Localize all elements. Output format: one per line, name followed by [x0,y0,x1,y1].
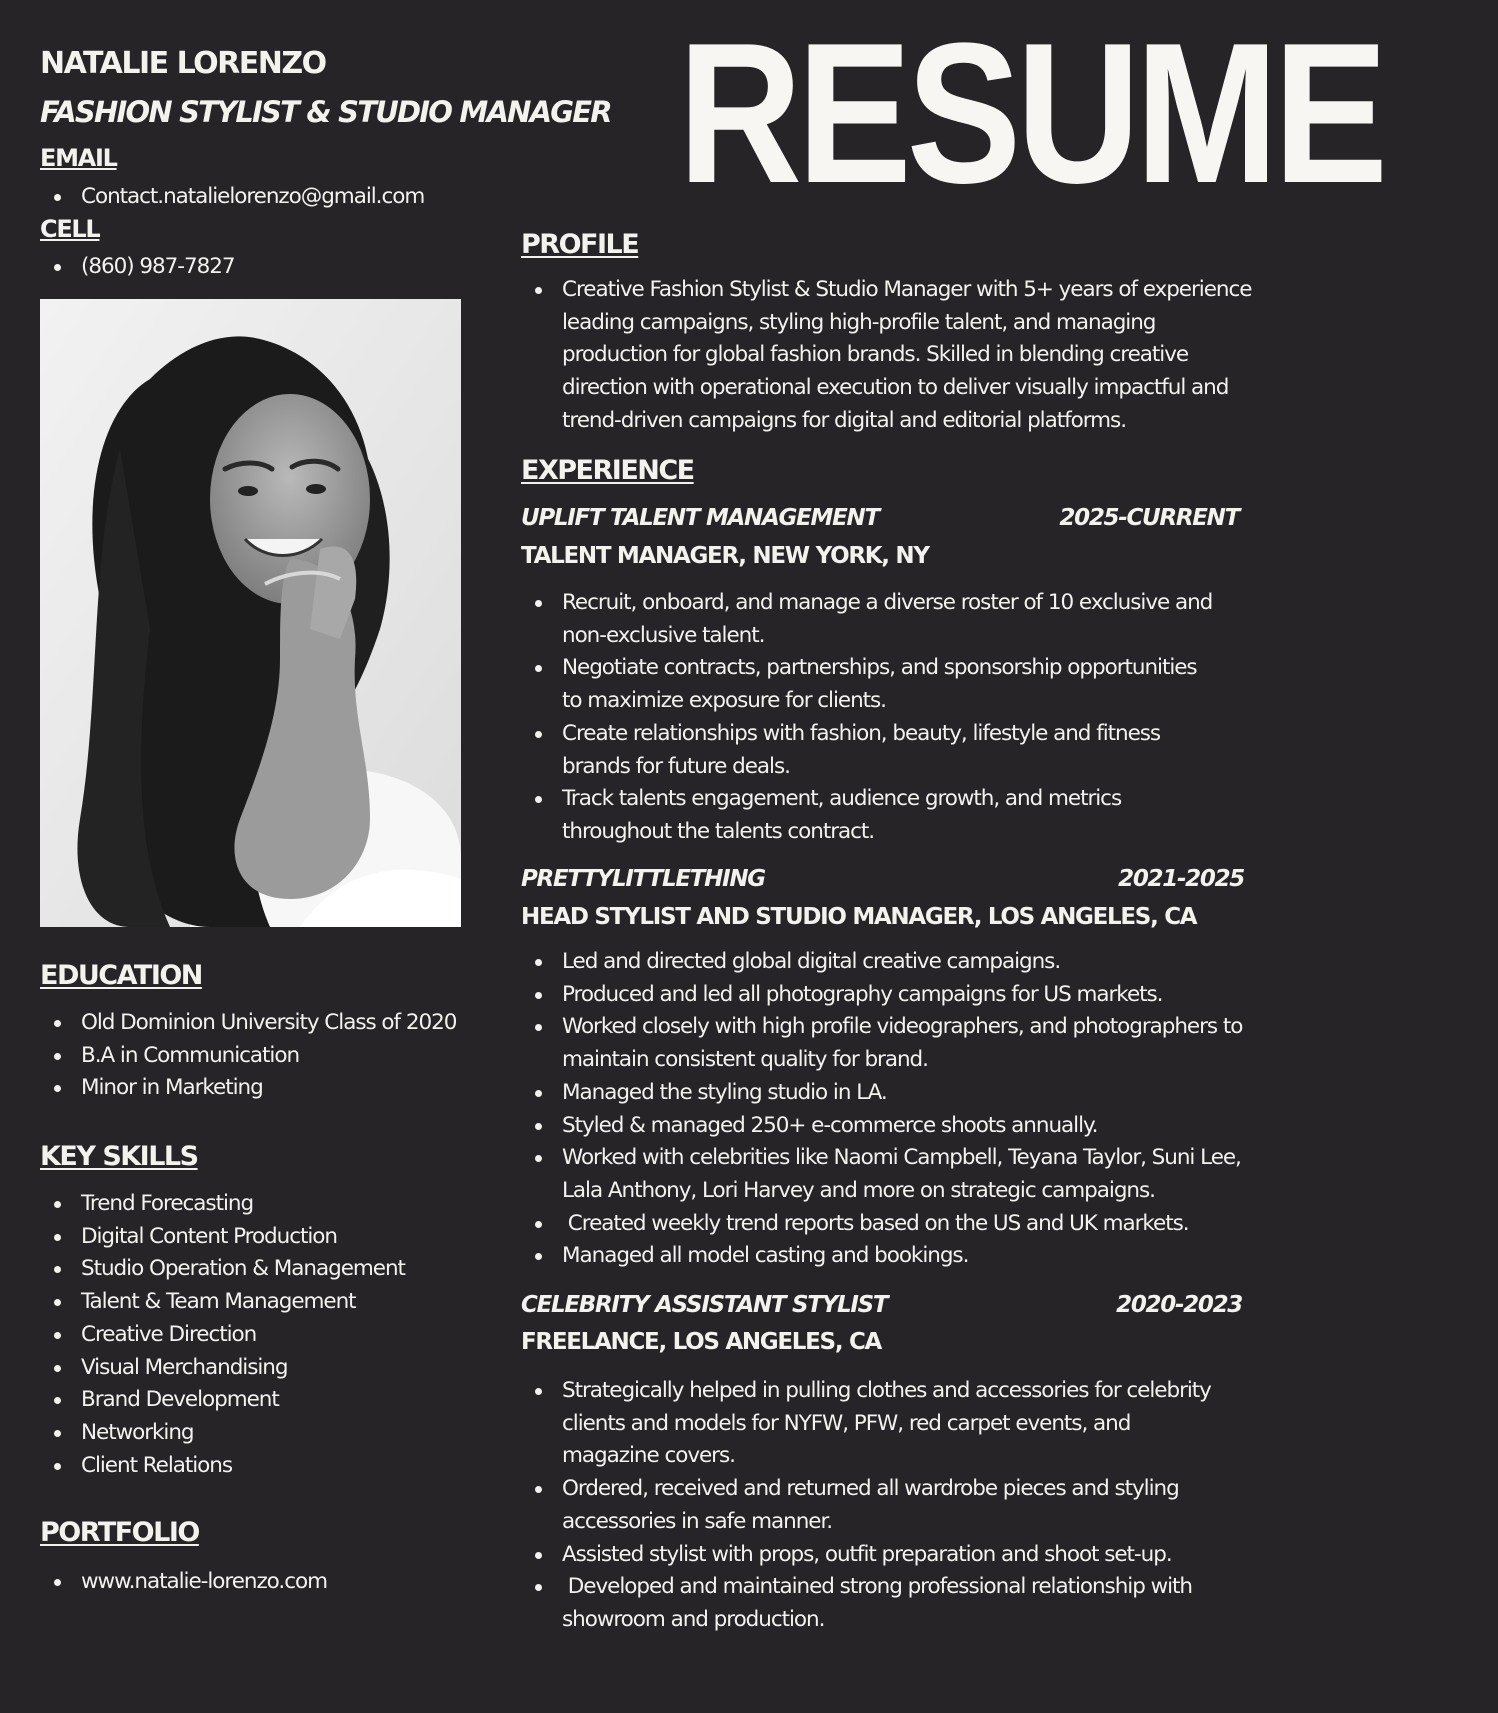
job-company: CELEBRITY ASSISTANT STYLIST [521,1292,888,1318]
job-bullets [521,587,1212,849]
education-list [40,1007,456,1105]
skill-item: Creative Direction [40,1319,405,1352]
job-bullet [521,783,1212,848]
job-role: TALENT MANAGER, NEW YORK, NY [521,543,929,569]
job-dates: 2021-2025 [1118,866,1244,892]
cell-label: CELL [40,215,100,243]
email-address[interactable]: Contact.natalielorenzo@gmail.com [40,181,424,214]
cell-number[interactable]: (860) 987-7827 [40,251,234,284]
bullet-line: Managed all model casting and bookings. [562,1243,969,1269]
job-bullet [521,1110,1242,1143]
job-bullet [521,587,1212,652]
skill-item: Digital Content Production [40,1221,405,1254]
job-company: PRETTYLITTLETHING [521,866,765,892]
job-bullet [521,1375,1211,1473]
job-dates: 2025-CURRENT [1059,505,1239,531]
job-bullets [521,1375,1211,1637]
job-bullet [521,652,1212,717]
skills-list [40,1188,405,1482]
bullet-line: Assisted stylist with props, outfit preparation and shoot set-up. [562,1541,1172,1567]
bullet-line: Negotiate contracts, partnerships, and sponsorship opportunities [562,655,1197,681]
bullet-line: throughout the talents contract. [562,818,875,844]
bullet-line: showroom and production. [562,1606,825,1632]
bullet-line: Developed and maintained strong professional relationship with [562,1574,1193,1600]
job-bullet [521,1240,1242,1273]
experience-heading: EXPERIENCE [521,455,694,486]
job-bullet [521,1539,1211,1572]
bullet-line: Worked with celebrities like Naomi Campbell, Teyana Taylor, Suni Lee, [562,1145,1241,1171]
bullet-line: Produced and led all photography campaigns for US markets. [562,981,1163,1007]
portfolio-list [40,1566,327,1599]
bullet-line: Track talents engagement, audience growth, and metrics [562,786,1122,812]
job-bullet [521,718,1212,783]
bullet-line: accessories in safe manner. [562,1508,833,1534]
job-bullet [521,1011,1242,1076]
job-role: HEAD STYLIST AND STUDIO MANAGER, LOS ANGELES, CA [521,904,1197,930]
bullet-line: magazine covers. [562,1443,735,1469]
profile-line: Creative Fashion Stylist & Studio Manager with 5+ years of experience [562,277,1252,302]
bullet-line: Strategically helped in pulling clothes and accessories for celebrity [562,1378,1211,1403]
bullet-line: Create relationships with fashion, beauty, lifestyle and fitness [562,720,1161,746]
email-list [40,181,424,214]
bullet-line: Worked closely with high profile videographers, and photographers to [562,1014,1243,1040]
bullet-line: clients and models for NYFW, PFW, red carpet events, and [562,1410,1131,1436]
job-bullets [521,946,1242,1273]
portrait-photo [40,299,461,927]
job-bullet [521,1473,1211,1538]
skill-item: Client Relations [40,1450,405,1483]
portrait-illustration [40,299,461,927]
profile-list [521,274,1251,438]
job-company: UPLIFT TALENT MANAGEMENT [521,505,879,531]
bullet-line: Styled & managed 250+ e-commerce shoots annually. [562,1112,1098,1138]
job-dates: 2020-2023 [1116,1292,1242,1318]
education-item: Old Dominion University Class of 2020 [40,1007,456,1040]
skill-item: Visual Merchandising [40,1352,405,1385]
portfolio-link[interactable]: www.natalie-lorenzo.com [40,1566,327,1599]
job-bullet [521,1208,1242,1241]
skills-heading: KEY SKILLS [40,1141,198,1172]
profile-line: direction with operational execution to deliver visually impactful and [562,375,1229,401]
education-heading: EDUCATION [40,960,202,991]
education-item: B.A in Communication [40,1040,456,1073]
skill-item: Networking [40,1417,405,1450]
bullet-line: Led and directed global digital creative campaigns. [562,949,1061,974]
bullet-line: Ordered, received and returned all wardrobe pieces and styling [562,1476,1179,1502]
skill-item: Brand Development [40,1384,405,1417]
job-bullet [521,1077,1242,1110]
job-role: FREELANCE, LOS ANGELES, CA [521,1329,882,1355]
profile-line: trend-driven campaigns for digital and editorial platforms. [562,407,1126,433]
candidate-name: NATALIE LORENZO [40,46,326,81]
bullet-line: brands for future deals. [562,753,790,779]
job-bullet [521,946,1242,979]
bullet-line: Recruit, onboard, and manage a diverse roster of 10 exclusive and [562,590,1213,615]
resume-heading [678,2,1383,225]
bullet-line: Lala Anthony, Lori Harvey and more on strategic campaigns. [562,1177,1155,1203]
profile-line: production for global fashion brands. Skilled in blending creative [562,342,1189,368]
cell-list [40,251,234,284]
email-label: EMAIL [40,144,117,172]
candidate-title: FASHION STYLIST & STUDIO MANAGER [40,95,611,129]
resume-word: RESUME [678,2,1383,225]
profile-heading: PROFILE [521,229,639,260]
bullet-line: non-exclusive talent. [562,622,765,648]
skill-item: Talent & Team Management [40,1286,405,1319]
bullet-line: Managed the styling studio in LA. [562,1079,887,1105]
bullet-line: Created weekly trend reports based on the US and UK markets. [562,1210,1189,1236]
portfolio-heading: PORTFOLIO [40,1517,199,1548]
job-bullet [521,1142,1242,1207]
skill-item: Trend Forecasting [40,1188,405,1221]
job-bullet [521,979,1242,1012]
job-bullet [521,1571,1211,1636]
bullet-line: maintain consistent quality for brand. [562,1047,928,1073]
bullet-line: to maximize exposure for clients. [562,688,886,714]
profile-summary [521,274,1251,438]
profile-line: leading campaigns, styling high-profile talent, and managing [562,309,1156,335]
education-item: Minor in Marketing [40,1072,456,1105]
skill-item: Studio Operation & Management [40,1253,405,1286]
